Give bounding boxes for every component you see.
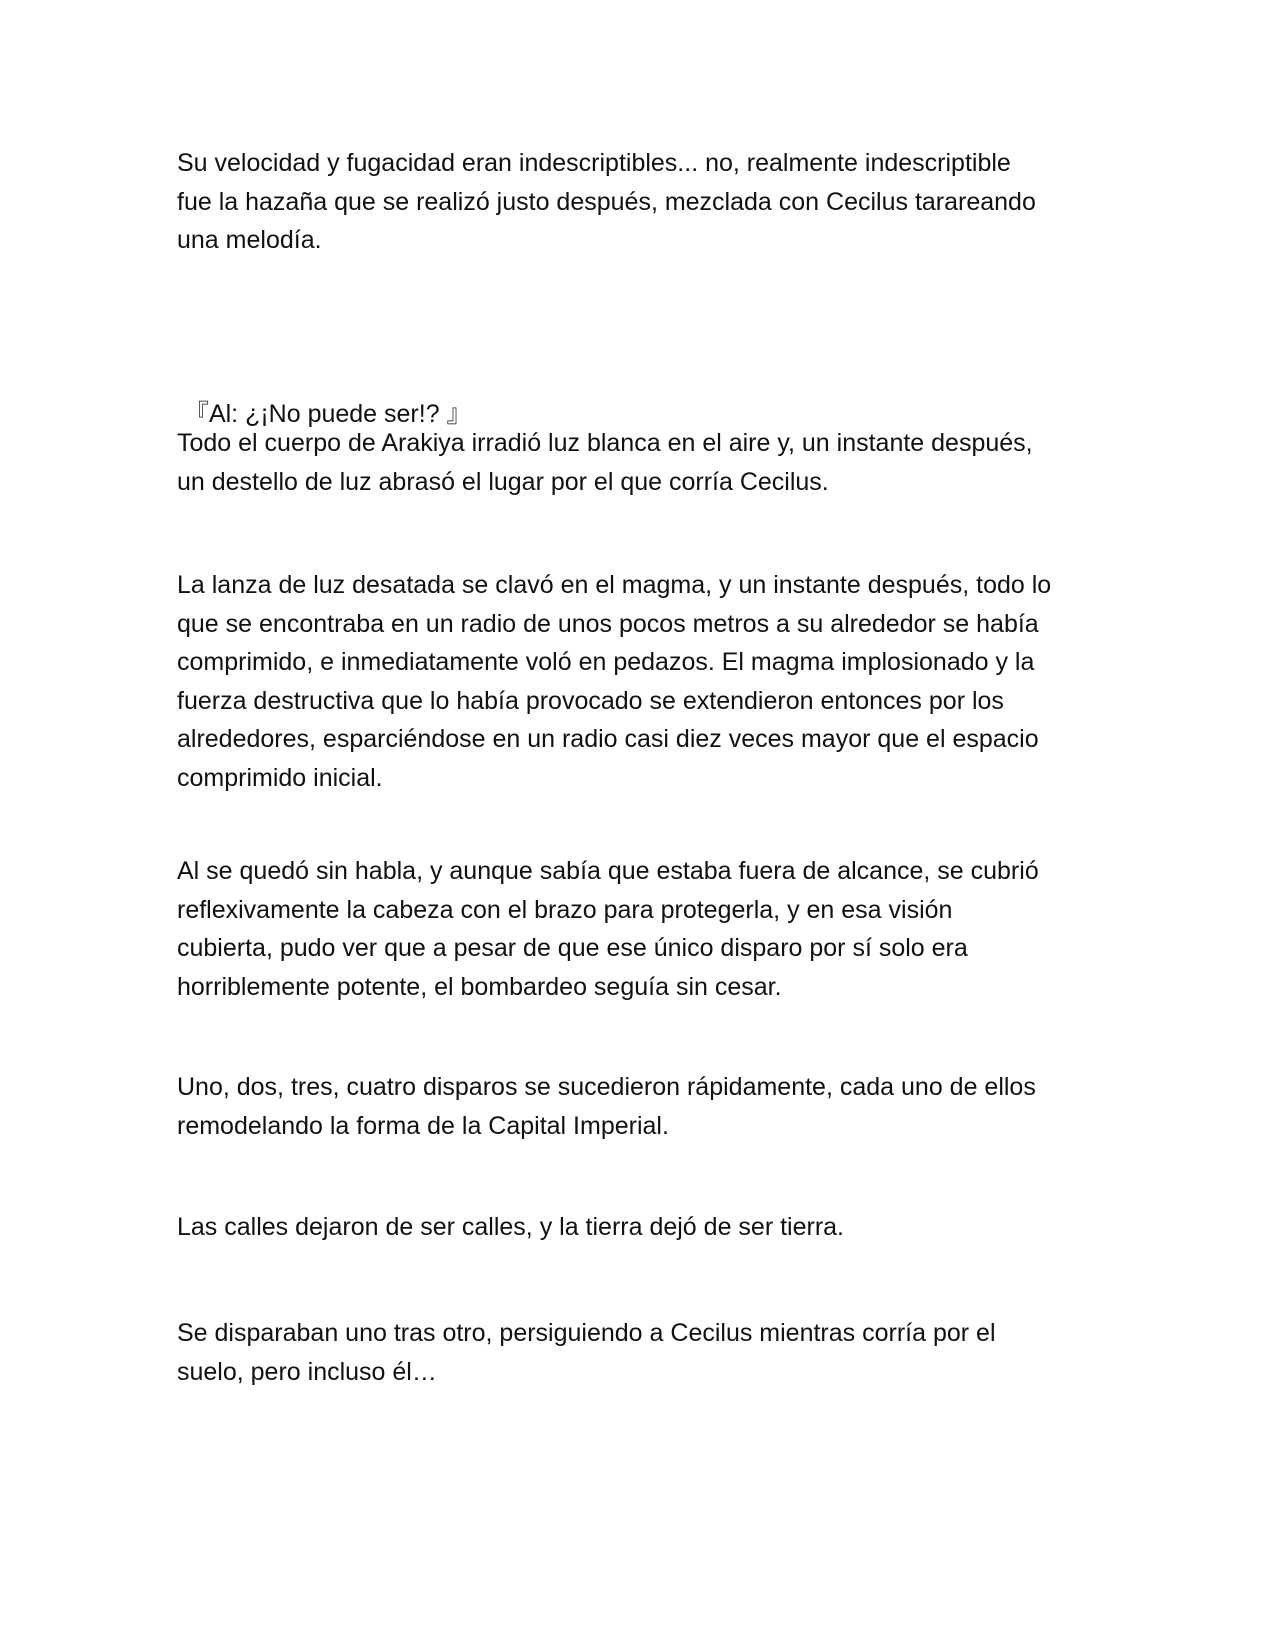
text-line: una melodía. (177, 226, 322, 254)
text-line: Las calles dejaron de ser calles, y la tierra dejó de ser tierra. (177, 1213, 844, 1241)
paragraph-5 (177, 852, 1097, 1006)
paragraph-8 (177, 1314, 1097, 1391)
text-line: La lanza de luz desatada se clavó en el magma, y un instante después, todo lo (177, 571, 1052, 599)
text-line: Al se quedó sin habla, y aunque sabía que estaba fuera de alcance, se cubrió (177, 857, 1039, 885)
text-line: que se encontraba en un radio de unos pocos metros a su alrededor se había (177, 609, 1039, 638)
text-line: Uno, dos, tres, cuatro disparos se sucedieron rápidamente, cada uno de ellos (177, 1073, 1036, 1101)
paragraph-7 (177, 1208, 1097, 1247)
text-line: Su velocidad y fugacidad eran indescriptibles... no, realmente indescriptible (177, 149, 1011, 177)
text-line: Se disparaban uno tras otro, persiguiendo a Cecilus mientras corría por el (177, 1319, 996, 1347)
text-line: 『Al: ¿¡No puede ser!? 』 (177, 400, 472, 428)
text-line: fue la hazaña que se realizó justo después, mezclada con Cecilus tarareando (177, 187, 1036, 216)
text-line: suelo, pero incluso él… (177, 1357, 437, 1386)
text-line: reflexivamente la cabeza con el brazo para protegerla, y en esa visión (177, 895, 953, 924)
text-line: horriblemente potente, el bombardeo seguía sin cesar. (177, 972, 782, 1001)
text-line: comprimido inicial. (177, 763, 383, 792)
paragraph-3 (177, 424, 1097, 501)
text-line: Todo el cuerpo de Arakiya irradió luz blanca en el aire y, un instante después, (177, 429, 1033, 457)
text-line: comprimido, e inmediatamente voló en pedazos. El magma implosionado y la (177, 648, 1035, 676)
text-line: un destello de luz abrasó el lugar por el que corría Cecilus. (177, 467, 829, 496)
text-line: cubierta, pudo ver que a pesar de que ese único disparo por sí solo era (177, 934, 968, 962)
paragraph-6 (177, 1068, 1097, 1145)
paragraph-1 (177, 144, 1097, 260)
paragraph-4 (177, 566, 1097, 797)
text-line: fuerza destructiva que lo había provocado se extendieron entonces por los (177, 686, 1004, 715)
text-line: remodelando la forma de la Capital Imperial. (177, 1111, 669, 1140)
text-line: alrededores, esparciéndose en un radio casi diez veces mayor que el espacio (177, 725, 1039, 753)
